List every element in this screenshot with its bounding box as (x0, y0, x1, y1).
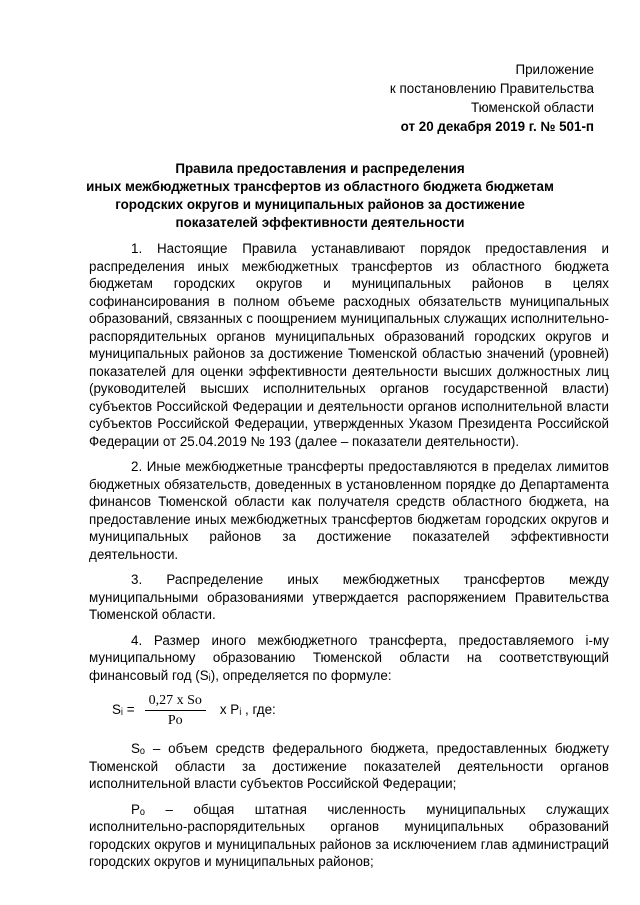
resolution-date: от 20 декабря 2019 г. № 501-п (400, 119, 594, 134)
appendix-line: к постановлению Правительства (389, 81, 594, 96)
paragraph-1: 1. Настоящие Правила устанавливают порядок предоставления и распределения иных межбюджетных трансфертов из областного бюджета бюджетам городских округов и муниципальных районов в целях софинансирования в полном объеме расходных обязательств муниципальных образований, связанных с поощрением муниципальных служащих исполнительно-распорядительных органов муниципальных образований городских округов и муниципальных районов за достижение Тюменской областью значений (уровней) показателей для оценки эффективности деятельности высших должностных лиц (руководителей высших исполнительных органов государственной власти) субъектов Российской Федерации и деятельности органов исполнительной власти субъектов Российской Федерации, утвержденных Указом Президента Российской Федерации от 25.04.2019 № 193 (далее – показатели деятельности). (89, 241, 609, 449)
appendix-header (390, 60, 594, 136)
document-body (89, 240, 609, 879)
title-line: иных межбюджетных трансфертов из областного бюджета бюджетам (86, 179, 554, 194)
appendix-line: Тюменской области (471, 100, 594, 115)
formula-denominator: Po (167, 712, 183, 728)
formula (112, 690, 609, 730)
title-line: показателей эффективности деятельности (175, 215, 465, 230)
formula-lhs: Sᵢ = (112, 702, 135, 718)
paragraph-2: 2. Иные межбюджетные трансферты предоставляются в пределах лимитов бюджетных обязательств, доведенных в установленном порядке до Департамента финансов Тюменской области как получателя средств областного бюджета, на предоставление иных межбюджетных трансфертов бюджетам городских округов и муниципальных районов за достижение показателей эффективности деятельности. (89, 459, 609, 562)
title-line: Правила предоставления и распределения (175, 161, 465, 176)
title-line: городских округов и муниципальных районов за достижение (115, 197, 525, 212)
formula-numerator: 0,27 x So (145, 692, 206, 711)
paragraph-4: 4. Размер иного межбюджетного трансферта, предоставляемого i-му муниципальному образованию Тюменской области на соответствующий финансовый год (Sᵢ), определяется по формуле: (89, 632, 609, 683)
appendix-line: Приложение (515, 62, 594, 77)
document-title (80, 160, 560, 232)
definition-so: Sₒ – объем средств федерального бюджета, предоставленных бюджету Тюменской области за достижение показателей деятельности органов исполнительной власти субъектов Российской Федерации; (89, 741, 609, 791)
formula-rhs: x Pᵢ , где: (219, 702, 276, 718)
definition-po: Pₒ – общая штатная численность муниципальных служащих исполнительно-распорядительных органов муниципальных образований городских округов и муниципальных районов за исключением глав администраций городских округов и муниципальных районов; (89, 801, 609, 869)
paragraph-3: 3. Распределение иных межбюджетных трансфертов между муниципальными образованиями утверждается распоряжением Правительства Тюменской области. (89, 572, 609, 622)
formula-fraction (145, 692, 206, 729)
